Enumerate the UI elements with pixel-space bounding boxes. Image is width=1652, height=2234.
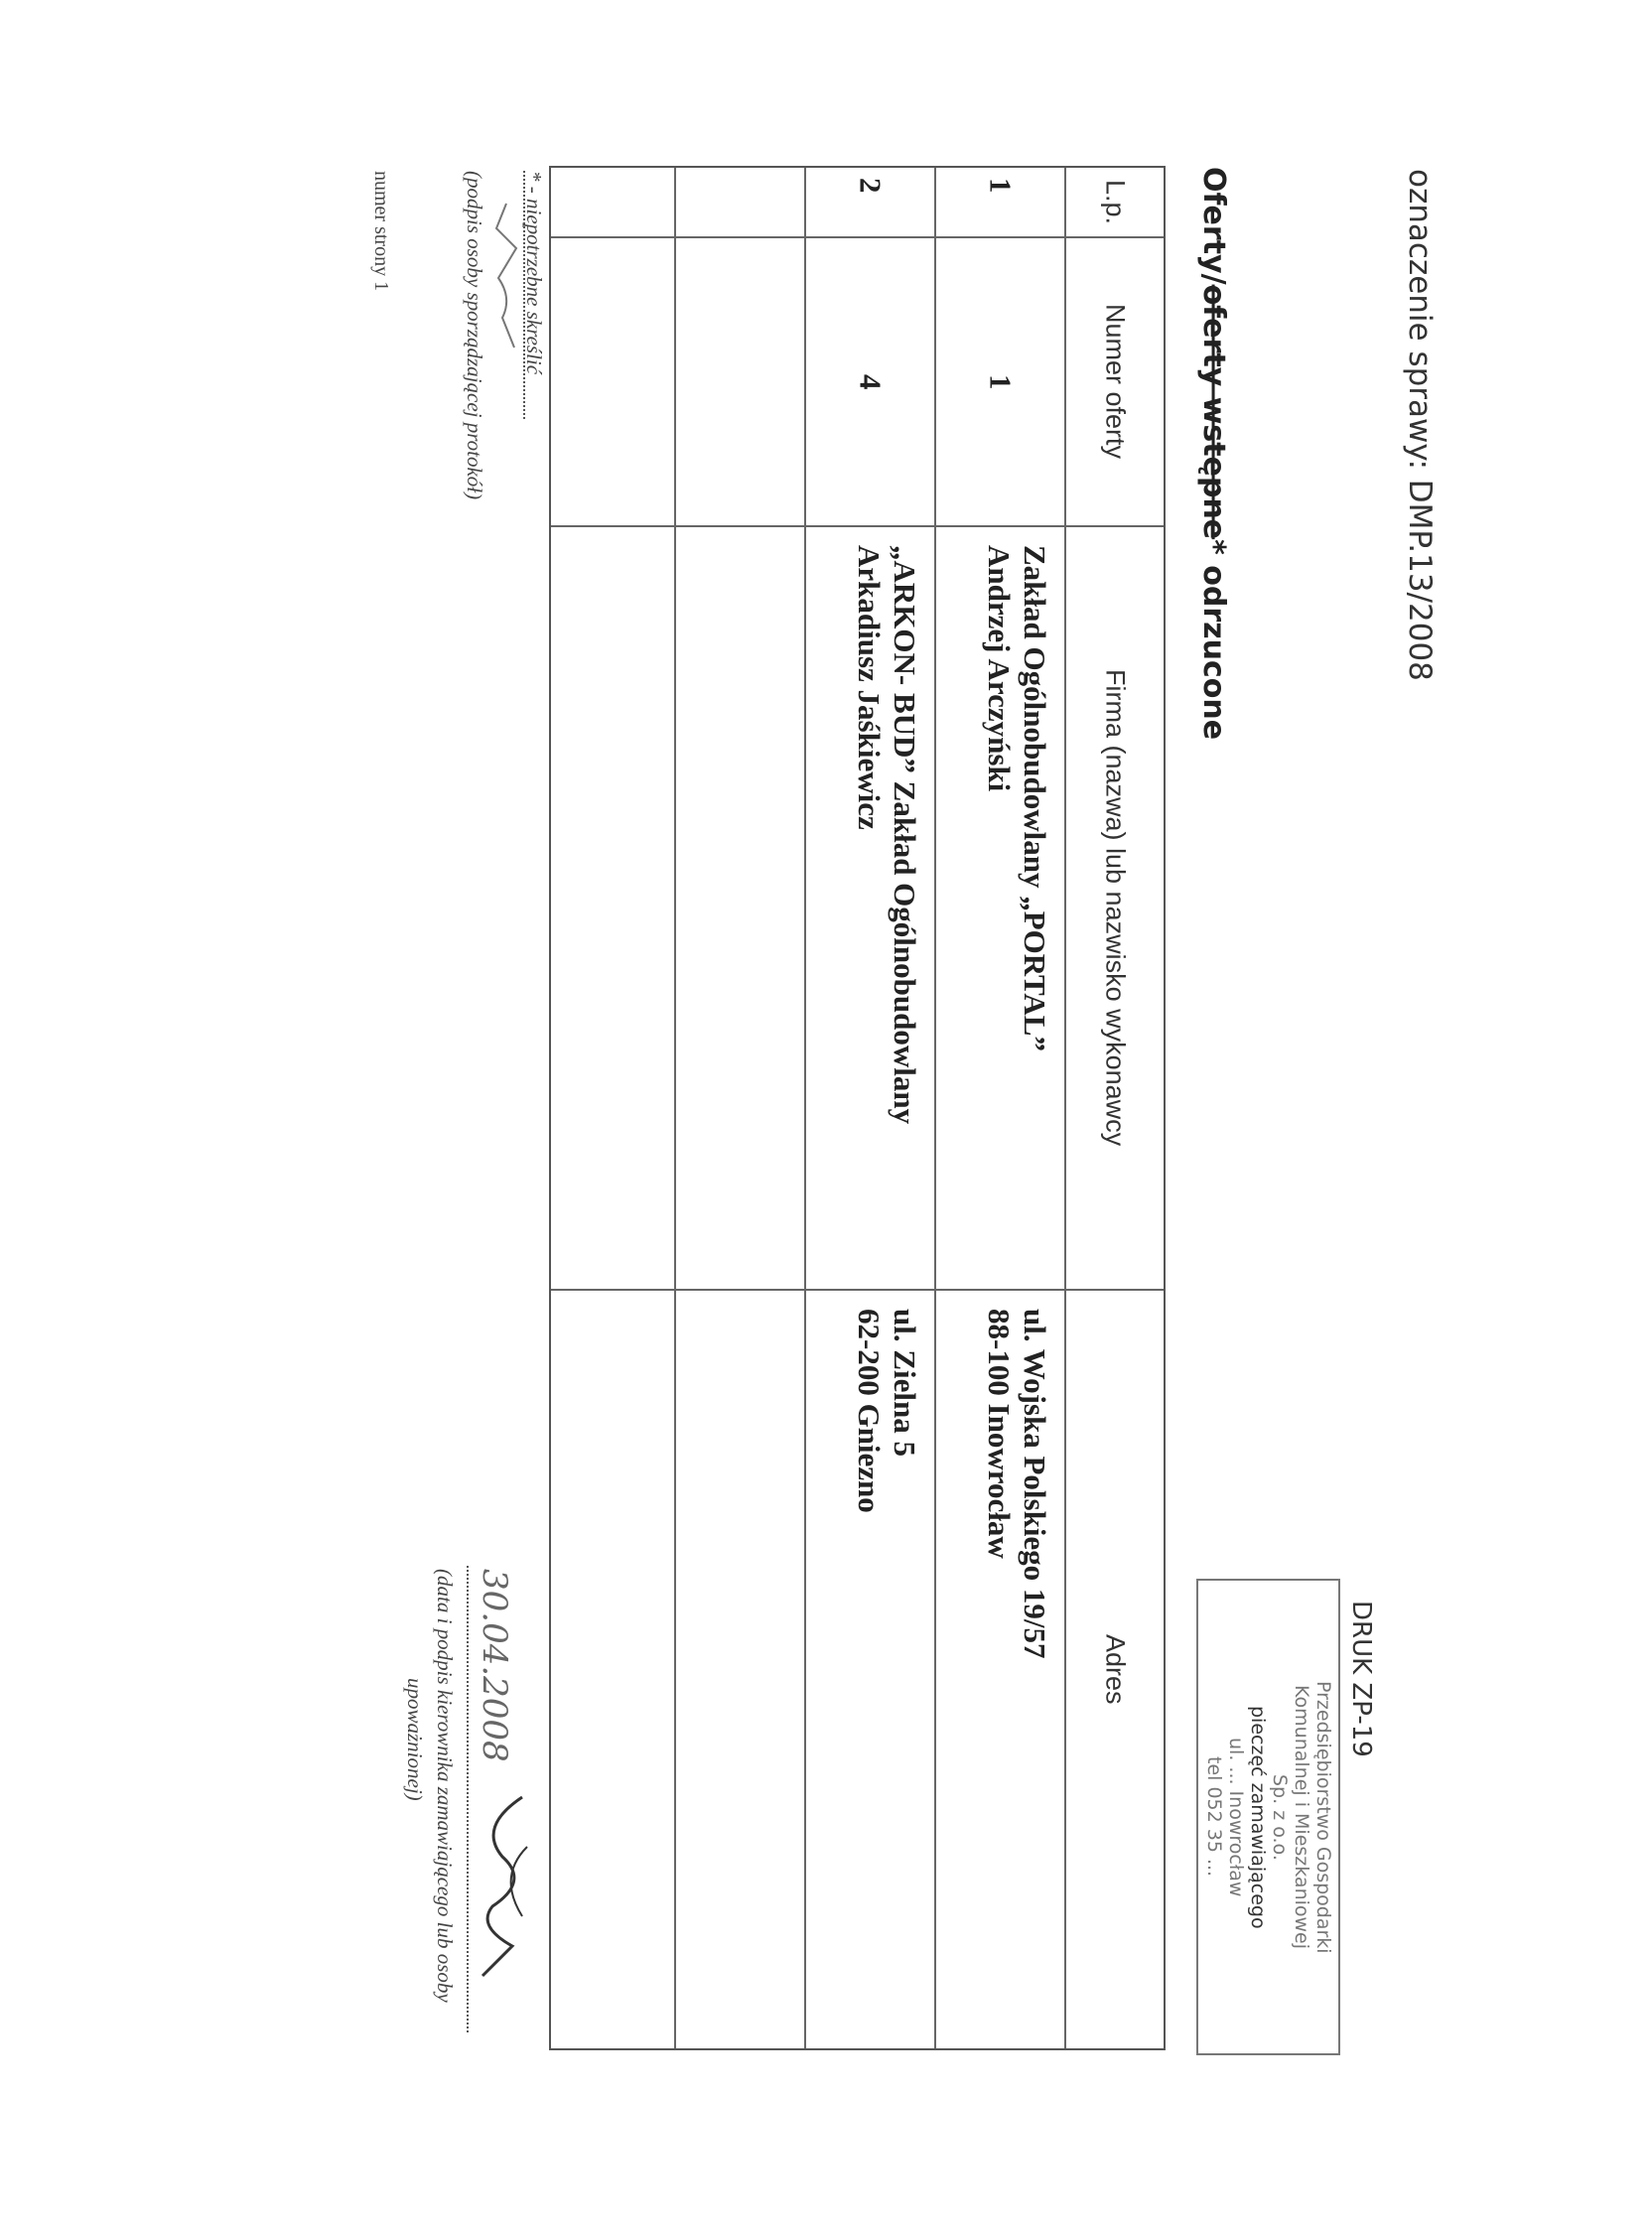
header-offer-number: Numer oferty [1066, 238, 1164, 527]
address-line: 88-100 Inowrocław [982, 1309, 1017, 1559]
form-code: DRUK ZP-19 [1346, 1601, 1376, 1757]
cell-firm [936, 527, 1064, 1291]
page-number: numer strony 1 [370, 171, 392, 292]
cell-address [936, 1291, 1064, 2048]
cell-empty [676, 238, 804, 527]
table-row [804, 168, 934, 2048]
preparer-signature-line [523, 171, 525, 419]
stamp-line: ul. ... Inowrocław [1225, 1737, 1247, 1897]
cell-empty [551, 238, 674, 527]
firm-line: Arkadiusz Jaśkiewicz [852, 545, 887, 830]
approval-caption-2: upoważnionej) [403, 1678, 427, 1801]
company-stamp [1196, 1579, 1340, 2055]
firm-line: Andrzej Arczyński [982, 545, 1017, 792]
cell-empty [551, 527, 674, 1291]
header-address: Adres [1100, 1634, 1131, 1705]
cell-lp: 1 [936, 168, 1064, 238]
cell-address [806, 1291, 934, 2048]
stamp-line: Komunalnej i Mieszkaniowej [1291, 1684, 1312, 1950]
cell-firm [806, 527, 934, 1291]
approval-caption: (data i podpis kierownika zamawiającego lub osoby [433, 1569, 457, 2003]
stamp-line: Sp. z o.o. [1269, 1773, 1291, 1861]
approval-signature [473, 1787, 532, 1986]
heading-part1: Oferty/ [1196, 167, 1231, 285]
table-row-empty [674, 168, 804, 2048]
preparer-signature [492, 199, 520, 357]
stamp-line: tel 052 35 ... [1203, 1756, 1225, 1878]
table-header-row [1064, 168, 1164, 2048]
cell-lp: 2 [806, 168, 934, 238]
address-line: 62-200 Gniezno [852, 1309, 887, 1513]
section-heading [1196, 167, 1231, 740]
preparer-caption: (podpis osoby sporządzającej protokół) [463, 171, 486, 500]
heading-struck: oferty wstępne [1196, 284, 1231, 540]
rejected-offers-table [549, 166, 1166, 2050]
cell-empty [551, 1291, 674, 2048]
heading-part2: * odrzucone [1196, 539, 1231, 741]
stamp-caption: pieczęć zamawiającego [1247, 1705, 1269, 1929]
cell-offer-number: 4 [806, 238, 934, 527]
approval-date: 30.04.2008 [475, 1569, 514, 1762]
footnote: * - niepotrzebne skreślić [522, 171, 546, 375]
cell-empty [676, 527, 804, 1291]
firm-line: „ARKON- BUD” Zakład Ogólnobudowlany [888, 545, 922, 1125]
address-line: ul. Zielna 5 [888, 1309, 922, 1458]
approval-signature-line [467, 1566, 469, 2032]
cell-empty [676, 1291, 804, 2048]
header-firm: Firma (nazwa) lub nazwisko wykonawcy [1066, 527, 1164, 1291]
header-lp: L.p. [1066, 168, 1164, 238]
address-line: ul. Wojska Polskiego 19/57 [1018, 1309, 1052, 1659]
cell-empty [676, 168, 804, 238]
table-row-empty [551, 168, 674, 2048]
firm-line: Zakład Ogólnobudowlany „PORTAL” [1018, 545, 1052, 1051]
stamp-line: Przedsiębiorstwo Gospodarki [1312, 1680, 1334, 1954]
cell-empty [551, 168, 674, 238]
case-reference: oznaczenie sprawy: DMP.13/2008 [1402, 169, 1438, 681]
table-row [934, 168, 1064, 2048]
cell-offer-number: 1 [936, 238, 1064, 527]
